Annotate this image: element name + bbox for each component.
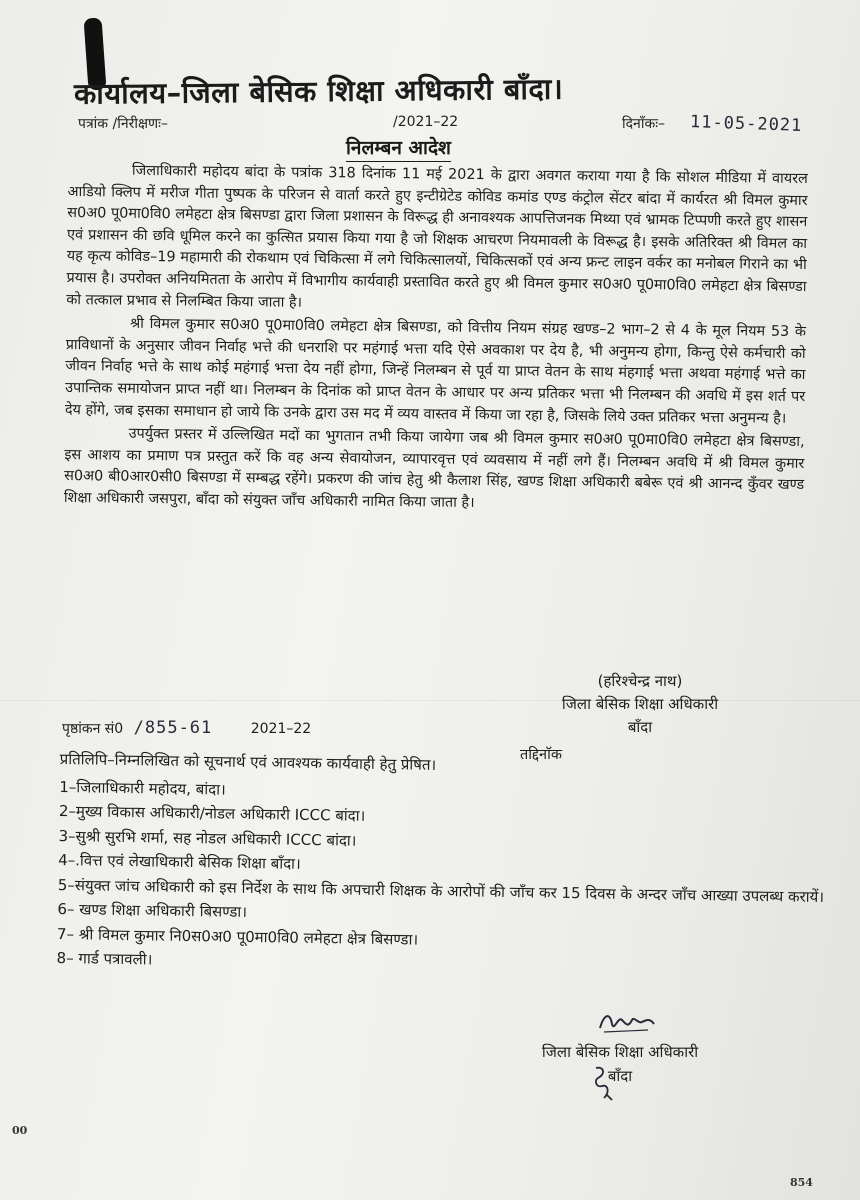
list-item: 3–सुश्री सुरभि शर्मा, सह नोडल अधिकारी ICCC बांदा। xyxy=(58,826,357,850)
order-body xyxy=(64,160,808,521)
date-label: दिनाँकः– xyxy=(622,116,666,132)
copy-intro: प्रतिलिपि–निम्नलिखित को सूचनार्थ एवं आवश्यक कार्यवाही हेतु प्रेषित। xyxy=(59,749,437,774)
list-item: 6– खण्ड शिक्षा अधिकारी बिसण्डा। xyxy=(57,899,248,921)
officer-designation: जिला बेसिक शिक्षा अधिकारी xyxy=(541,1043,699,1061)
officer-designation: जिला बेसिक शिक्षा अधिकारी xyxy=(561,695,719,713)
list-item: 8– गार्ड पत्रावली। xyxy=(56,948,153,969)
endorsement-number: /855-61 xyxy=(133,718,213,738)
ref-year: /2021–22 xyxy=(393,114,459,130)
officer-place: बाँदा xyxy=(607,1067,633,1085)
body-paragraph: श्री विमल कुमार स0अ0 पू0मा0वि0 लमेहटा क्षेत्र बिसण्डा, को वित्तीय नियम संग्रह खण्ड–2 भाग–2 से 4 के मूल नियम 53 के प्राविधानों के अनुसार जीवन निर्वाह भत्ते की धनराशि पर महंगाई भत्ता यदि ऐसे अवकाश पर देय है, भी अनुमन्य होगा, किन्तु ऐसे कर्मचारी को जीवन निर्वाह भत्ते के साथ कोई महंगाई भत्ता देय नहीं होगा, जिन्हें निलम्बन से पूर्व या प्राप्त वेतन के साथ मंहगाई भत्ता अथवा महंगाई भत्ते का उपान्तिक समायोजन प्राप्त नहीं था। निलम्बन के दिनांक को प्राप्त वेतन के आधार पर अन्य प्रतिकर भत्ता भी निलम्बन की अवधि में इस शर्त पर देय होंगे, जब इसका समाधान हो जाये कि उनके द्वारा उस मद में व्यय वास्तव में किया जा रहा है, जिसके लिये उक्त प्रतिकर भत्ता अनुमन्य है। xyxy=(64,315,807,427)
endorsement-year: 2021–22 xyxy=(250,721,312,737)
page-number-right: 854 xyxy=(790,1176,813,1189)
order-heading: निलम्बन आदेश xyxy=(346,134,451,162)
ref-label: पत्रांक /निरीक्षणः– xyxy=(78,116,168,132)
list-item: 1–जिलाधिकारी महोदय, बांदा। xyxy=(59,777,226,799)
officer-place: बाँदा xyxy=(627,718,653,736)
endorsement-label: पृष्ठांकन सं0 xyxy=(62,721,124,737)
signature-block-primary xyxy=(520,670,760,739)
initials-mark xyxy=(590,1064,616,1104)
endorsement-line xyxy=(62,718,311,738)
endorsement-date: तद्दिनाॅक xyxy=(520,747,562,763)
officer-name: (हरिश्चेन्द्र नाथ) xyxy=(597,672,683,690)
handwritten-signature xyxy=(596,1006,656,1040)
office-title: कार्यालय–जिला बेसिक शिक्षा अधिकारी बाँदा। xyxy=(73,71,564,111)
signature-block-secondary xyxy=(505,1040,735,1088)
date-value: 11-05-2021 xyxy=(689,112,803,136)
body-paragraph: जिलाधिकारी महोदय बांदा के पत्रांक 318 दिनांक 11 मई 2021 के द्वारा अवगत कराया गया है कि सोशल मीडिया में वायरल आडियो क्लिप में मरीज गीता पुष्पक के परिजन से वार्ता करते हुए इन्टीग्रेटेड कोविड कमांड एण्ड कंट्रोल सेंटर बांदा में कार्यरत श्री विमल कुमार स0अ0 पू0मा0वि0 लमेहटा क्षेत्र बिसण्डा द्वारा जिला प्रशासन के विरूद्ध ही अनावश्यक आपत्तिजनक मिथ्या एवं भ्रामक टिप्पणी करते हुए शासन एवं प्रशासन की छवि धूमिल करने का कुत्सित प्रयास किया गया है जो शिक्षक आचरण नियमावली के विरूद्ध है। इसके अतिरिक्त श्री विमल का यह कृत्य कोविड–19 महामारी की रोकथाम एवं चिकित्सा में लगे चिकित्सालयों, चिकित्सकों एवं अन्य फ्रन्ट लाइन वर्कर का मनोबल गिराने का भी प्रयास है। उपरोक्त अनियमितता के आरोप में विभागीय कार्यवाही प्रस्तावित करते हुए श्री विमल कुमार स0अ0 पू0मा0वि0 लमेहटा क्षेत्र बिसण्डा को तत्काल प्रभाव से निलम्बित किया जाता है। xyxy=(66,162,808,311)
copy-list xyxy=(56,744,829,984)
list-item: 2–मुख्य विकास अधिकारी/नोडल अधिकारी ICCC बांदा। xyxy=(58,801,366,825)
list-item: 4–.वित्त एवं लेखाधिकारी बेसिक शिक्षा बाँदा। xyxy=(58,850,301,873)
page-number-left: 00 xyxy=(12,1124,28,1137)
body-paragraph: उपर्युक्त प्रस्तर में उल्लिखित मदों का भुगतान तभी किया जायेगा जब श्री विमल कुमार स0अ0 पू0मा0वि0 लमेहटा क्षेत्र बिसण्डा, इस आशय का प्रमाण पत्र प्रस्तुत करें कि वह अन्य सेवायोजन, व्यापारवृत्त एवं व्यवसाय में नहीं लगे हैं। निलम्बन अवधि में श्री विमल कुमार स0अ0 बी0आर0सी0 बिसण्डा में सम्बद्ध रहेंगे। प्रकरण की जांच हेतु श्री कैलाश सिंह, खण्ड शिक्षा अधिकारी बबेरू एवं श्री आनन्द कुँवर खण्ड शिक्षा अधिकारी जसपुरा, बाँदा को संयुक्त जाँच अधिकारी नामित किया जाता है। xyxy=(63,425,805,511)
list-item: 5–संयुक्त जांच अधिकारी को इस निर्देश के साथ कि अपचारी शिक्षक के आरोपों की जाँच कर 15 दिवस के अन्दर जाँच आख्या उपलब्ध करायें। xyxy=(57,875,825,906)
list-item: 7– श्री विमल कुमार नि0स0अ0 पू0मा0वि0 लमेहटा क्षेत्र बिसण्डा। xyxy=(56,924,419,949)
